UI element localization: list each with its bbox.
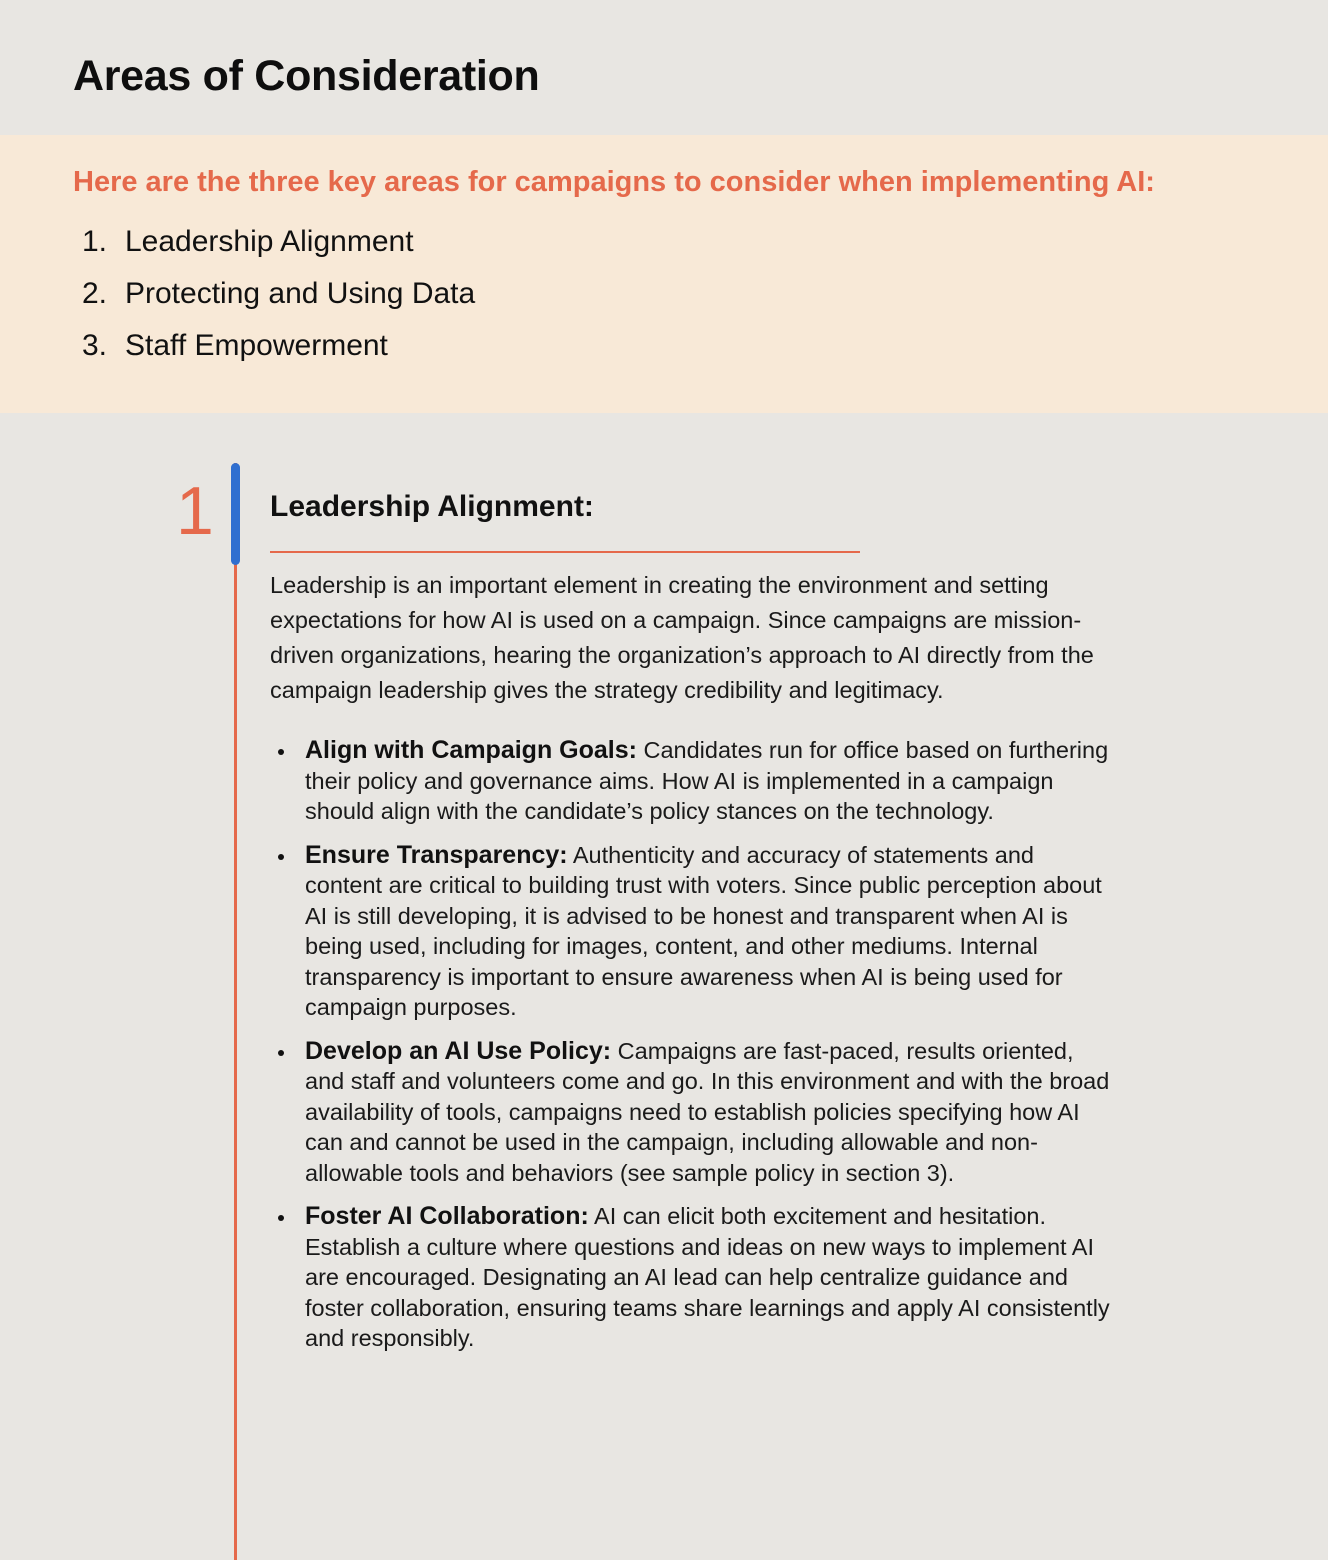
list-item-label: Protecting and Using Data [125, 277, 476, 310]
list-item-number: 3. [82, 329, 108, 362]
bullet-title: Develop an AI Use Policy: [305, 1036, 612, 1065]
key-areas-list [82, 216, 475, 372]
list-item [82, 216, 475, 268]
leadership-section [0, 413, 1328, 1560]
bullet-title: Foster AI Collaboration: [305, 1202, 589, 1230]
list-item-label: Staff Empowerment [125, 329, 388, 362]
list-item-label: Leadership Alignment [125, 225, 414, 258]
list-item-number: 1. [82, 225, 108, 258]
bullet-item [270, 840, 1110, 1023]
timeline-line [234, 463, 237, 1560]
list-item [82, 268, 475, 320]
section-lead-paragraph: Leadership is an important element in creating the environment and setting expectations for how AI is used on a campaign. Since campaigns are mission-driven organizations, hearing the organization’s approach to AI directly from the campaign leadership gives the strategy credibility and legitimacy. [270, 572, 1094, 703]
page-title: Areas of Consideration [73, 52, 540, 100]
bullet-title: Ensure Transparency: [305, 840, 568, 869]
list-item-number: 2. [82, 277, 108, 310]
intro-heading: Here are the three key areas for campaigns to consider when implementing AI: [73, 166, 1155, 198]
bullet-text: Candidates run for office based on furthering their policy and governance aims. How AI is implemented in a campaign should align with the candidate’s policy stances on the technology. [305, 737, 1109, 824]
considerations-list [270, 735, 1110, 1367]
bullet-title: Align with Campaign Goals: [305, 736, 637, 764]
bullet-text: AI can elicit both excitement and hesitation. Establish a culture where questions and ideas on new ways to implement AI are encouraged. Designating an AI lead can help centralize guidance and foster collaboration, ensuring teams share learnings and apply AI consistently and responsibly. [305, 1203, 1110, 1351]
bullet-item [270, 1036, 1110, 1189]
page-header [0, 0, 1328, 135]
intro-callout [0, 135, 1328, 413]
bullet-text: Authenticity and accuracy of statements and content are critical to building trust with voters. Since public perception about AI is still developing, it is advised to be honest and transparent when AI is being used, including for images, content, and other mediums. Internal transparency is important to ensure awareness when AI is being used for campaign purposes. [305, 841, 1102, 1020]
section-title: Leadership Alignment: [270, 490, 594, 523]
timeline-accent-bar [231, 463, 240, 565]
bullet-item [270, 735, 1110, 827]
section-number: 1 [176, 473, 214, 549]
list-item [82, 320, 475, 372]
bullet-item [270, 1201, 1110, 1354]
section-divider [270, 551, 860, 553]
bullet-text: Campaigns are fast-paced, results oriented, and staff and volunteers come and go. In this environment and with the broad availability of tools, campaigns need to establish policies specifying how AI can and cannot be used in the campaign, including allowable and non-allowable tools and behaviors (see sample policy in section 3). [305, 1037, 1110, 1186]
